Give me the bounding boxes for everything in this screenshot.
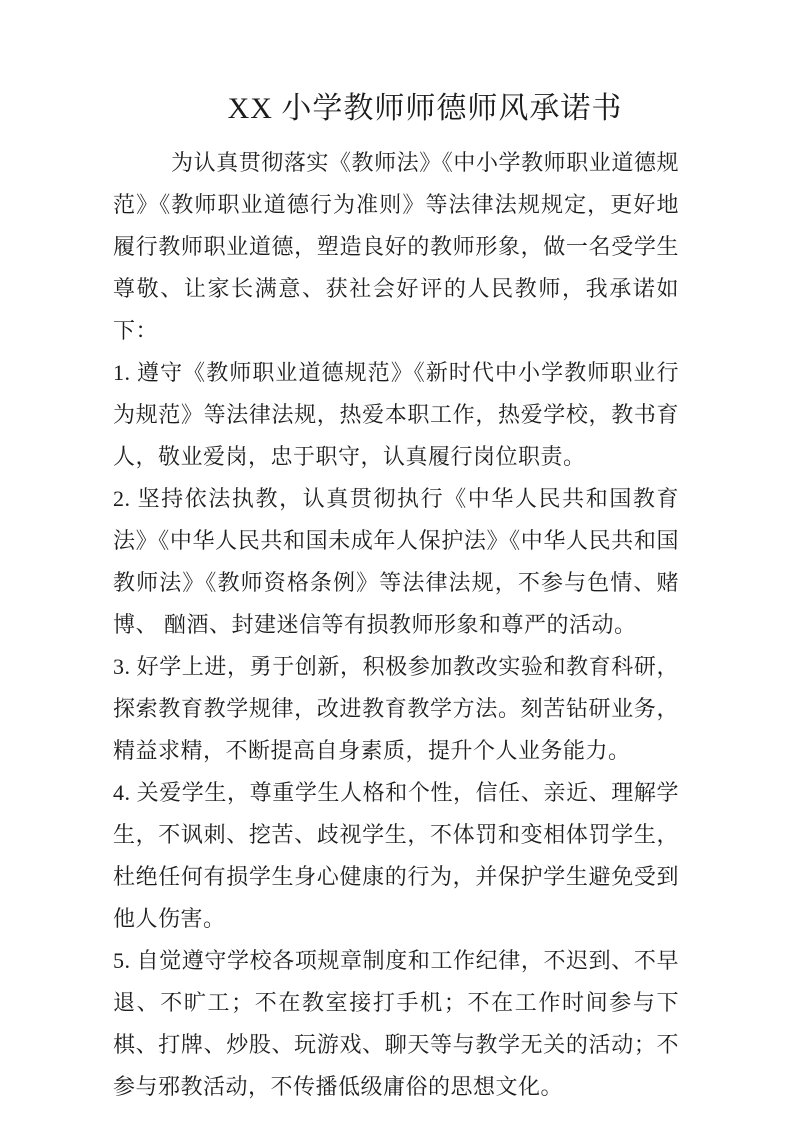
document-title: XX 小学教师师德师风承诺书	[227, 92, 623, 125]
commitment-item-4: 4. 关爱学生，尊重学生人格和个性，信任、亲近、理解学生，不讽刺、挖苦、歧视学生，不体罚和变相体罚学生，杜绝任何有损学生身心健康的行为，并保护学生避免受到他人伤害。	[113, 780, 679, 931]
commitment-item-5: 5. 自觉遵守学校各项规章制度和工作纪律，不迟到、不早退、不旷工；不在教室接打手机；不在工作时间参与下棋、打牌、炒股、玩游戏、聊天等与教学无关的活动；不参与邪教活动，不传播低级庸俗的思想文化。	[113, 948, 679, 1099]
intro-paragraph: 为认真贯彻落实《教师法》《中小学教师职业道德规范》《教师职业道德行为准则》等法律法规规定，更好地履行教师职业道德，塑造良好的教师形象，做一名受学生尊敬、让家长满意、获社会好评的人民教师，我承诺如下：	[113, 150, 679, 343]
commitment-item-1: 1. 遵守《教师职业道德规范》《新时代中小学教师职业行为规范》等法律法规，热爱本职工作，热爱学校，教书育人，敬业爱岗，忠于职守，认真履行岗位职责。	[113, 360, 679, 469]
document-body	[113, 142, 679, 1108]
commitment-item-2: 2. 坚持依法执教，认真贯彻执行《中华人民共和国教育法》《中华人民共和国未成年人保护法》《中华人民共和国教师法》《教师资格条例》等法律法规，不参与色情、赌博、 酗酒、封建迷信等有损教师形象和尊严的活动。	[113, 486, 679, 637]
commitment-item-3: 3. 好学上进，勇于创新，积极参加教改实验和教育科研，探索教育教学规律，改进教育教学方法。刻苦钻研业务，精益求精，不断提高自身素质，提升个人业务能力。	[113, 654, 679, 763]
